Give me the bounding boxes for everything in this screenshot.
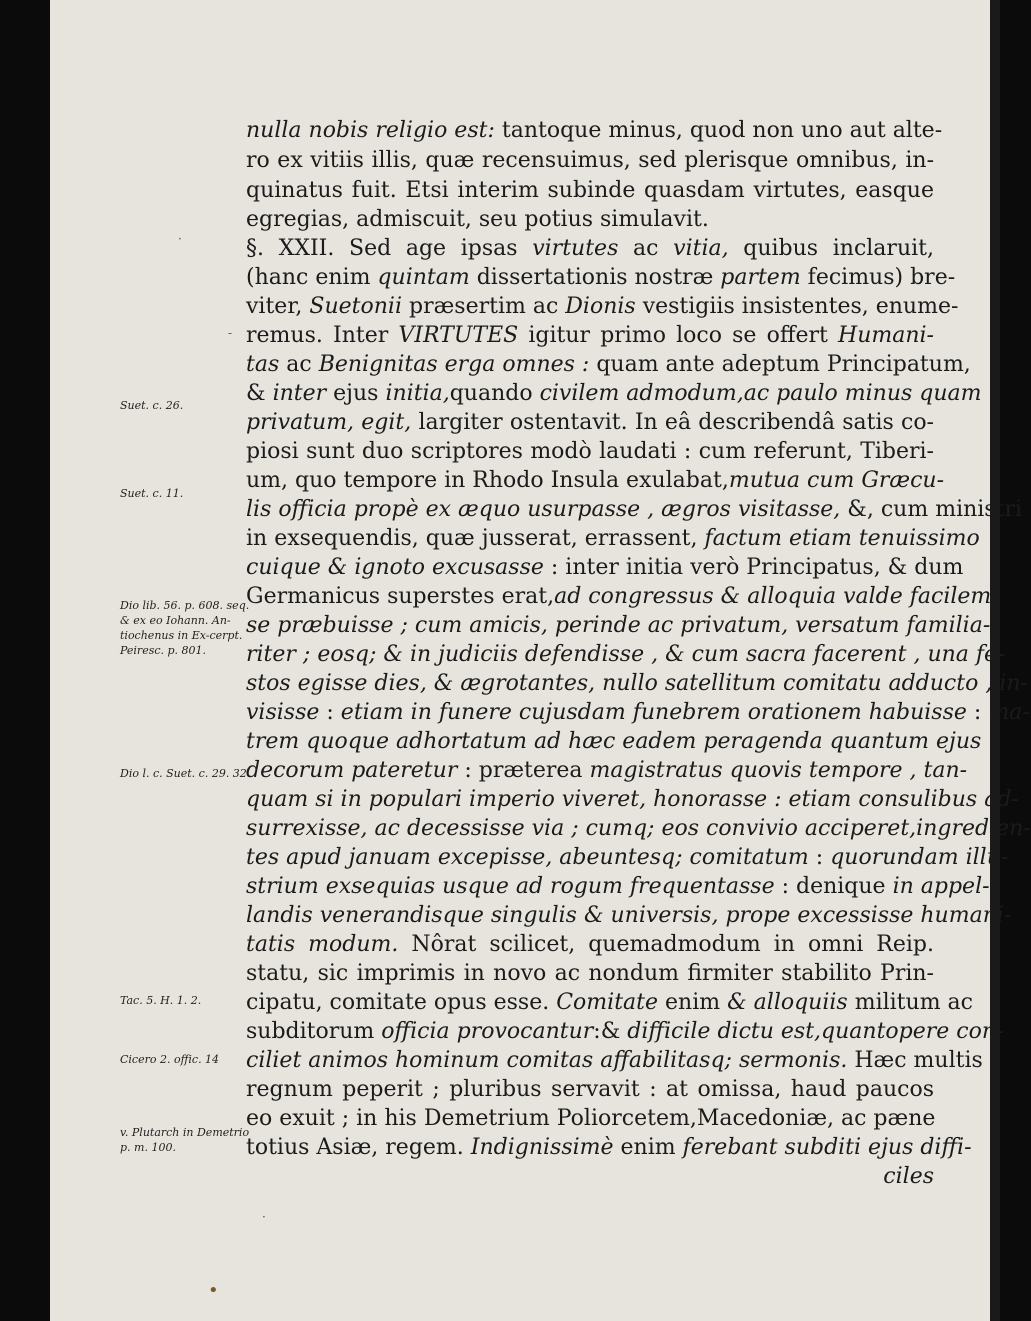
roman-segment: totius Asiæ, regem. <box>246 1135 471 1160</box>
italic-segment: vitia, <box>673 236 729 261</box>
text-line <box>246 466 945 496</box>
italic-segment: Benignitas erga omnes : <box>318 352 590 377</box>
roman-segment: eo exuit ; in his Demetrium Poliorcetem,Macedoniæ, ac pæne <box>246 1106 936 1131</box>
stray-mark: · <box>178 232 182 246</box>
text-line <box>246 872 990 902</box>
text-line <box>246 437 934 467</box>
roman-segment: quam ante adeptum Principatum, <box>589 352 971 377</box>
stray-mark: · <box>262 1210 266 1224</box>
roman-segment: quando <box>449 381 540 406</box>
italic-segment: virtutes <box>532 236 619 261</box>
text-line <box>246 698 1030 728</box>
italic-segment: decorum pateretur <box>246 758 458 783</box>
italic-segment: partem <box>720 265 801 290</box>
text-line <box>246 205 934 235</box>
roman-segment: statu, sic imprimis in novo ac nondum firmiter stabilito Prin- <box>246 961 934 986</box>
italic-segment: tatis modum. <box>246 932 399 957</box>
italic-segment: ciliet animos hominum comitas affabilitasq; sermonis. <box>246 1048 848 1073</box>
roman-segment: vestigiis insistentes, enume- <box>635 294 959 319</box>
text-line <box>246 321 934 351</box>
roman-segment: : <box>966 700 989 725</box>
roman-segment: quibus inclaruit, <box>728 236 934 261</box>
text-line <box>246 1046 983 1076</box>
italic-segment: stos egisse dies, & ægrotantes, nullo satellitum comitatu adducto , in- <box>246 671 1028 696</box>
roman-segment: fecimus) bre- <box>800 265 956 290</box>
roman-segment: : <box>808 845 831 870</box>
roman-segment: & <box>246 381 273 406</box>
text-line <box>246 524 980 554</box>
roman-segment: Germanicus superstes erat, <box>246 584 555 609</box>
italic-segment: cuique & ignoto excusasse <box>246 555 544 580</box>
italic-segment: quorundam illu- <box>830 845 1009 870</box>
roman-segment: um, quo tempore in Rhodo Insula exulabat, <box>246 468 729 493</box>
italic-segment: quam si in populari imperio viveret, honorasse : etiam consulibus ad- <box>246 787 1019 812</box>
italic-segment: ad congressus & alloquia valde facilem <box>554 584 992 609</box>
italic-segment: se præbuisse ; cum amicis, perinde ac privatum, versatum familia- <box>246 613 991 638</box>
margin-note: Dio l. c. Suet. c. 29. 32. <box>120 767 251 780</box>
roman-segment: largiter ostentavit. In eâ describendâ satis co- <box>411 410 934 435</box>
italic-segment: & alloquiis <box>727 990 848 1015</box>
italic-segment: VIRTUTES <box>398 323 519 348</box>
italic-segment: strium exsequias usque ad rogum frequentasse <box>246 874 775 899</box>
italic-segment: trem quoque adhortatum ad hæc eadem peragenda quantum ejus <box>246 729 982 754</box>
italic-segment: civilem admodum,ac paulo minus quam <box>539 381 982 406</box>
text-line <box>246 669 1028 699</box>
italic-segment: surrexisse, ac decessisse via ; cumq; eos convivio acciperet,ingredien- <box>246 816 1031 841</box>
text-line <box>246 292 959 322</box>
roman-segment: : inter initia verò Principatus, & dum <box>543 555 964 580</box>
text-line <box>246 350 971 380</box>
roman-segment: cipatu, comitate opus esse. <box>246 990 557 1015</box>
text-line <box>246 408 934 438</box>
text-line <box>246 582 992 612</box>
margin-note: Dio lib. 56. p. 608. seq. & ex eo Iohann. An-tiochenus in Ex-cerpt. Peiresc. p. 801. <box>120 599 250 657</box>
italic-segment: Suetonii <box>309 294 403 319</box>
text-line <box>246 263 956 293</box>
text-line <box>246 930 934 960</box>
roman-segment: præsertim ac <box>402 294 566 319</box>
roman-segment: igitur primo loco se offert <box>518 323 839 348</box>
italic-segment: magistratus quovis tempore , tan- <box>589 758 968 783</box>
roman-segment: quinatus fuit. Etsi interim subinde quasdam virtutes, easque <box>246 178 934 203</box>
italic-segment: privatum, egit, <box>246 410 412 435</box>
italic-segment: factum etiam tenuissimo <box>704 526 980 551</box>
italic-segment: in appel- <box>892 874 990 899</box>
roman-segment: enim <box>613 1135 683 1160</box>
text-line <box>246 843 1009 873</box>
margin-note: Tac. 5. H. 1. 2. <box>120 994 202 1007</box>
margin-note: Suet. c. 11. <box>120 487 184 500</box>
roman-segment: egregias, admiscuit, seu potius simulavit. <box>246 207 709 232</box>
ink-spot: • <box>208 1280 219 1301</box>
italic-segment: visisse <box>246 700 320 725</box>
text-line <box>246 1133 972 1163</box>
text-line <box>246 1075 934 1105</box>
italic-segment: etiam in funere cujusdam funebrem orationem habuisse <box>340 700 967 725</box>
italic-segment: Comitate <box>556 990 659 1015</box>
roman-segment: remus. Inter <box>246 323 399 348</box>
italic-segment: Dionis <box>565 294 636 319</box>
text-line <box>246 553 964 583</box>
italic-segment: inter <box>272 381 327 406</box>
italic-segment: landis venerandisque singulis & universis, prope excessisse humani- <box>246 903 1012 928</box>
roman-segment: : <box>319 700 341 725</box>
text-line <box>246 1162 934 1192</box>
text-line <box>246 379 982 409</box>
margin-note: v. Plutarch in Demetrio p. m. 100. <box>120 1126 250 1154</box>
roman-segment: Nôrat scilicet, quemadmodum in omni Reip. <box>398 932 934 957</box>
text-line <box>246 756 968 786</box>
text-line <box>246 611 991 641</box>
roman-segment: ac <box>618 236 674 261</box>
roman-segment: subditorum <box>246 1019 382 1044</box>
italic-segment: Indignissimè <box>470 1135 614 1160</box>
italic-segment: ciles <box>883 1164 934 1189</box>
italic-segment: initia, <box>385 381 450 406</box>
text-line <box>246 988 973 1018</box>
text-line <box>246 116 943 146</box>
roman-segment: in exsequendis, quæ jusserat, errassent, <box>246 526 705 551</box>
roman-segment: :& <box>593 1019 628 1044</box>
roman-segment: §. XXII. Sed age ipsas <box>246 236 533 261</box>
text-line <box>246 959 934 989</box>
text-line <box>246 785 1019 815</box>
italic-segment: lis officia propè ex æquo usurpasse , ægros visitasse, <box>246 497 841 522</box>
italic-segment: tes apud januam excepisse, abeuntesq; comitatum <box>246 845 809 870</box>
text-line <box>246 234 934 264</box>
roman-segment: militum ac <box>847 990 973 1015</box>
italic-segment: difficile dictu est,quantopere con- <box>627 1019 1004 1044</box>
margin-note: Suet. c. 26. <box>120 399 184 412</box>
roman-segment: enim <box>658 990 728 1015</box>
roman-segment: Hæc multis <box>847 1048 983 1073</box>
text-line <box>246 1104 934 1134</box>
italic-segment: quintam <box>377 265 470 290</box>
margin-note: Cicero 2. offic. 14 <box>120 1053 220 1066</box>
roman-segment: : denique <box>774 874 893 899</box>
roman-segment: regnum peperit ; pluribus servavit : at omissa, haud paucos <box>246 1077 934 1102</box>
roman-segment: ro ex vitiis illis, quæ recensuimus, sed plerisque omnibus, in- <box>246 148 934 173</box>
roman-segment: &, cum ministri <box>840 497 1022 522</box>
italic-segment: tas <box>246 352 280 377</box>
roman-segment: ac <box>279 352 319 377</box>
italic-segment: officia provocantur <box>381 1019 594 1044</box>
italic-segment: nulla nobis religio est: <box>246 118 502 143</box>
text-line <box>246 640 1005 670</box>
italic-segment: Humani- <box>838 323 934 348</box>
roman-segment: dissertationis nostræ <box>469 265 721 290</box>
italic-segment: ma- <box>988 700 1030 725</box>
text-line <box>246 1017 1004 1047</box>
roman-segment: (hanc enim <box>246 265 378 290</box>
roman-segment: tantoque minus, quod non uno aut alte- <box>501 118 943 143</box>
italic-segment: riter ; eosq; & in judiciis defendisse , & cum sacra facerent , una fe- <box>246 642 1005 667</box>
text-line <box>246 727 982 757</box>
stray-mark: - <box>228 326 233 340</box>
text-line <box>246 814 1031 844</box>
roman-segment: : præterea <box>457 758 590 783</box>
text-line <box>246 495 1022 525</box>
text-line <box>246 146 934 176</box>
italic-segment: ferebant subditi ejus diffi- <box>682 1135 972 1160</box>
roman-segment: ejus <box>326 381 386 406</box>
roman-segment: viter, <box>246 294 310 319</box>
text-line <box>246 176 934 206</box>
text-line <box>246 901 1012 931</box>
italic-segment: mutua cum Græcu- <box>728 468 945 493</box>
roman-segment: piosi sunt duo scriptores modò laudati : cum referunt, Tiberi- <box>246 439 934 464</box>
